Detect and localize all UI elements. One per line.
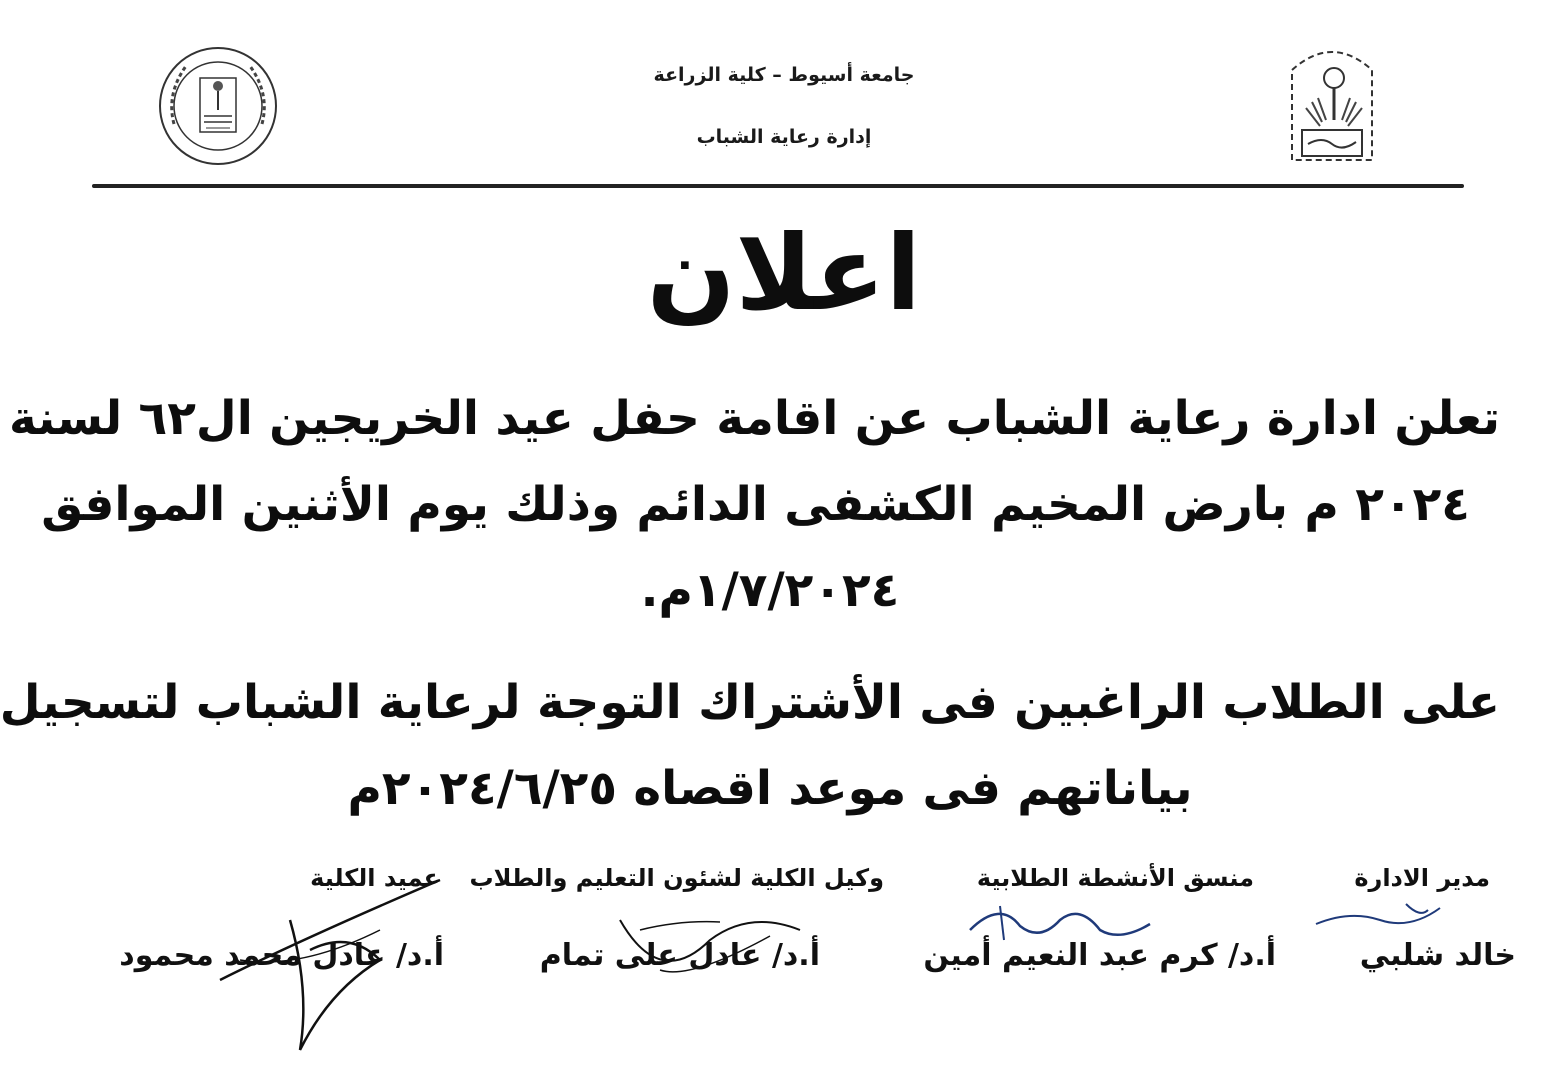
document-header <box>0 58 1568 154</box>
paragraph-2-line-2: بياناتهم فى موعد اقصاه ٢٠٢٤/٦/٢٥م <box>347 761 1193 816</box>
paragraph-1-line-3: ١/٧/٢٠٢٤م. <box>640 563 900 618</box>
paragraph-1-line-1: تعلن ادارة رعاية الشباب عن اقامة حفل عيد الخريجين ال٦٢ لسنة <box>9 391 1500 446</box>
announcement-title: اعلان <box>646 212 922 334</box>
header-divider <box>92 184 1464 188</box>
signatory-name-vice-dean: أ.د/ عادل على تمام <box>539 938 820 973</box>
signature-admin-director-icon <box>1310 890 1450 940</box>
signatory-title-activities-coordinator: منسق الأنشطة الطلابية <box>976 864 1254 892</box>
paragraph-2-line-1: على الطلاب الراغبين فى الأشتراك التوجة لرعاية الشباب لتسجيل <box>0 675 1500 730</box>
signatory-title-admin-director: مدير الادارة <box>1354 864 1490 892</box>
signatory-name-admin-director: خالد شلبي <box>1359 938 1516 973</box>
university-faculty-line: جامعة أسيوط – كلية الزراعة <box>653 64 915 86</box>
signatory-name-dean: أ.د/ عادل محمد محمود <box>119 938 444 973</box>
signatory-name-activities-coordinator: أ.د/ كرم عبد النعيم أمين <box>923 938 1276 973</box>
signatory-title-dean: عميد الكلية <box>310 864 440 892</box>
signatory-title-vice-dean: وكيل الكلية لشئون التعليم والطلاب <box>469 864 884 892</box>
department-line: إدارة رعاية الشباب <box>696 126 872 148</box>
paragraph-1-line-2: ٢٠٢٤ م بارض المخيم الكشفى الدائم وذلك يوم الأثنين الموافق <box>41 477 1470 532</box>
announcement-paragraph-2 <box>0 660 1500 832</box>
announcement-paragraph-1 <box>9 376 1500 634</box>
